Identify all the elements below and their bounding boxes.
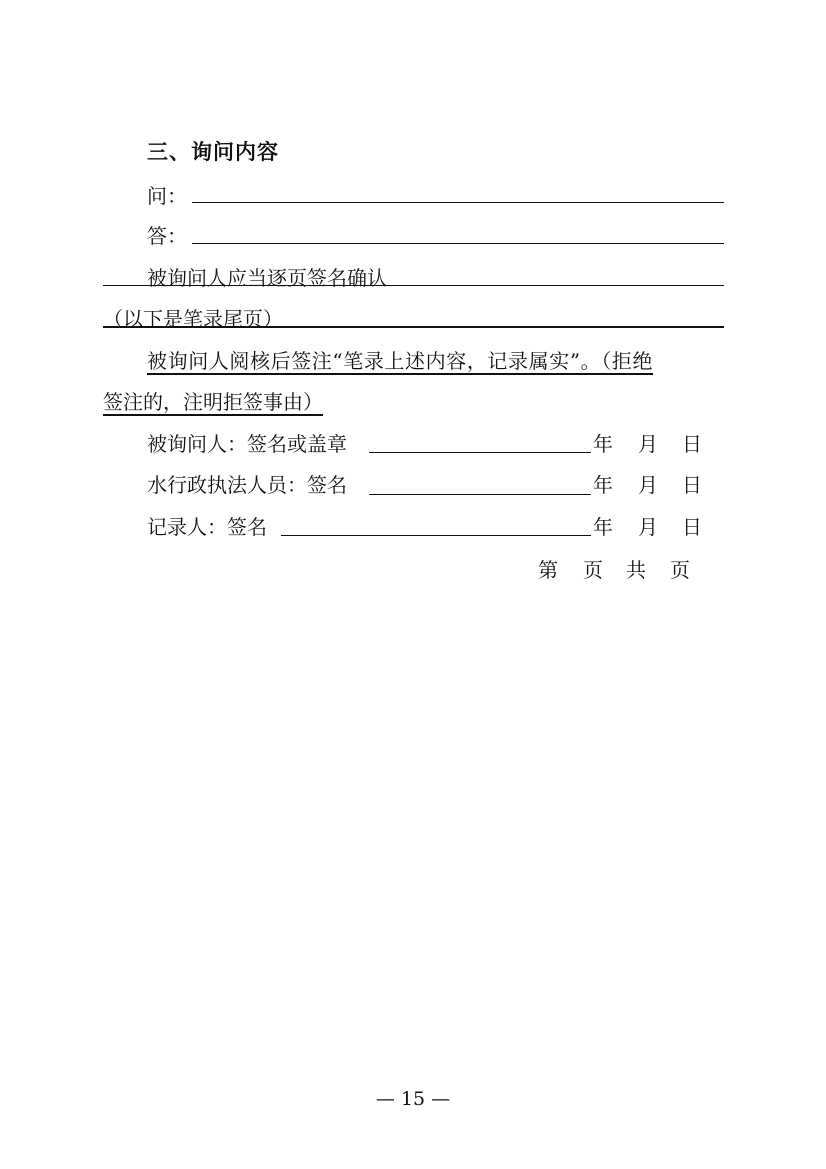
page-count-di: 第 xyxy=(538,558,558,582)
month-label: 月 xyxy=(638,432,658,456)
year-label: 年 xyxy=(593,515,613,539)
answer-label: 答： xyxy=(147,224,187,248)
month-label: 月 xyxy=(638,515,658,539)
recorder-signature-line[interactable] xyxy=(281,535,591,536)
answer-line[interactable] xyxy=(192,243,724,244)
page-number: — 15 — xyxy=(375,1088,451,1110)
officer-signature-label: 水行政执法人员：签名 xyxy=(147,473,347,497)
tail-marker-underline xyxy=(103,326,724,328)
year-label: 年 xyxy=(593,473,613,497)
confirmation-instruction-line2: 签注的，注明拒签事由） xyxy=(103,390,323,414)
page-count-ye: 页 xyxy=(583,558,603,582)
confirmation-instruction-line1: 被询问人阅核后签注“笔录上述内容，记录属实”。（拒绝 xyxy=(147,349,654,373)
year-label: 年 xyxy=(593,432,613,456)
question-answer-line[interactable] xyxy=(192,202,724,203)
page-count-ye-total: 页 xyxy=(670,558,690,582)
interviewee-signature-label: 被询问人：签名或盖章 xyxy=(147,432,347,456)
tail-page-marker: （以下是笔录尾页） xyxy=(103,307,283,331)
month-label: 月 xyxy=(638,473,658,497)
day-label: 日 xyxy=(682,515,702,539)
question-label: 问： xyxy=(147,184,187,208)
page-count-gong: 共 xyxy=(626,558,646,582)
officer-signature-line[interactable] xyxy=(369,494,591,495)
sign-note-underline xyxy=(103,285,724,286)
recorder-signature-label: 记录人：签名 xyxy=(147,515,267,539)
day-label: 日 xyxy=(682,432,702,456)
day-label: 日 xyxy=(682,473,702,497)
section-heading: 三、询问内容 xyxy=(147,139,279,164)
sign-each-page-note: 被询问人应当逐页签名确认 xyxy=(147,266,387,290)
interviewee-signature-line[interactable] xyxy=(369,452,591,453)
